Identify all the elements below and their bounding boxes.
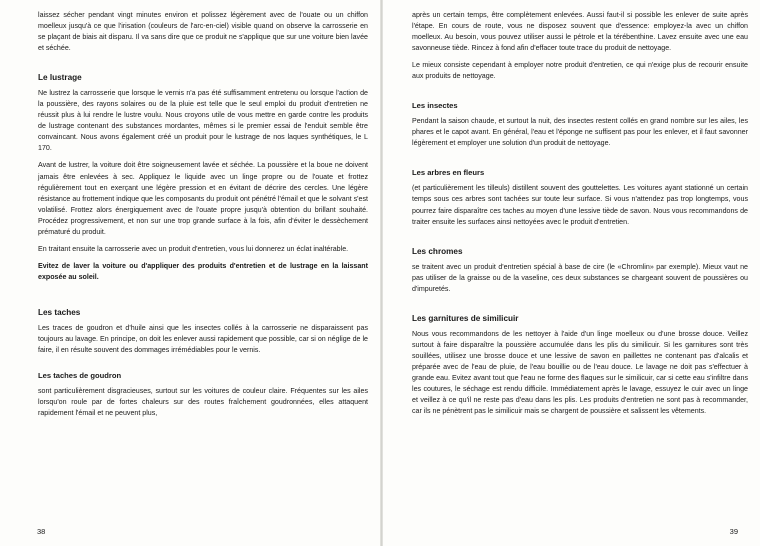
heading-similicuir: Les garnitures de similicuir [412,313,519,323]
heading-arbres: Les arbres en fleurs [412,168,485,178]
paragraph-lustrage-1: Ne lustrez la carrosserie que lorsque le vernis n'a pas été suffisamment entretenu ou lorsque l'action de la poussière, des rayons solaires ou de la pluie est telle que le seul emploi du produit d'entretien ne réussit plus à lui rendre le lustre voulu. Nous croyons utile de vous mettre en garde contre les produits de lustrage contenant des substances mordantes, mêmes si le premier essai de l'enduit semble être convaincant. Nous avons également créé un produit pour le lustrage de nos laques synthétiques, le L 170. [38,89,368,153]
warning-paragraph: Evitez de laver la voiture ou d'appliquer des produits d'entretien et de lustrage en la laissant exposée au soleil. [38,261,368,281]
page-right [382,0,760,546]
paragraph-lustrage-3: En traitant ensuite la carrosserie avec un produit d'entretien, vous lui donnerez un éclat inaltérable. [38,244,349,253]
paragraph-mieux: Le mieux consiste cependant à employer notre produit d'entretien, ce qui n'exige plus de recourir ensuite aux produits de nettoyage. [412,61,748,81]
paragraph-taches: Les traces de goudron et d'huile ainsi que les insectes collés à la carrosserie ne disparaissent pas toujours au lavage. En principe, on doit les enlever aussi rapidement que possible, car si on néglige de le faire, il en résulte souvent des dommages irrémédiables pour le vernis. [38,323,368,355]
heading-lustrage: Le lustrage [38,73,82,83]
paragraph-insectes: Pendant la saison chaude, et surtout la nuit, des insectes restent collés en grand nombre sur les ailes, les phares et le capot avant. En général, l'eau et l'éponge ne suffisent pas pour les enlever, et il faut savonner légèrement et employer une solution d'un produit de nettoyage. [412,117,748,148]
paragraph-similicuir: Nous vous recommandons de les nettoyer à l'aide d'un linge moelleux ou d'une brosse douce. Veillez surtout à faire disparaître la poussière accumulée dans les plis du similicuir. Si les garnitures sont très souillées, utilisez une brosse douce et une lessive de savon en paillettes ne contenant pas d'alcalis et préparée avec de l'eau de pluie, de l'eau bouillie ou de l'eau douce. Le lavage ne doit pas s'effectuer à grande eau. Evitez avant tout que l'eau ne forme des flaques sur le similicuir, car si cette eau s'infiltre dans les coutures, le séchage est rendu difficile. Immédiatement après le lavage, essuyez le cuir avec un linge et veillez à ce qu'il ne reste pas d'eau dans les plis. Les produits d'entretien ne sont pas à recommander, car ils ne pénètrent pas le similicuir mais se chargent de poussière et salissent les vêtements. [412,329,748,416]
heading-taches: Les taches [38,307,81,317]
paragraph-intro-right: après un certain temps, être complètement enlevées. Aussi faut-il si possible les enlever de suite après l'étape. En cours de route, vous ne disposez souvent que d'essence: employez-la avec un chiffon moelleux. Au besoin, vous pouvez utiliser aussi le pétrole et la térébenthine. Lavez ensuite avec une eau savonneuse tiède. Rincez à fond afin d'effacer toute trace du produit de nettoyage. [412,11,748,53]
heading-chromes: Les chromes [412,246,463,256]
heading-taches-goudron: Les taches de goudron [38,371,122,381]
page-left-content [38,10,368,425]
paragraph-lustrage-2: Avant de lustrer, la voiture doit être soigneusement lavée et séchée. La poussière et la boue ne doivent jamais être enlevées à sec. Appliquez le liquide avec un linge propre ou de l'ouate et frottez régulièrement tout en exerçant une légère pression et en évitant de décrire des cercles. Une légère résistance au frottement indique que les composants du produit ont pénétré l'émail et que le solvant s'est volatilisé. Frottez alors énergiquement avec de l'ouate propre jusqu'à obtention du brillant souhaité. Procédez progressivement, et non sur une trop grande surface à la fois, afin d'éviter le dessèchement prématuré du produit. [38,161,368,236]
heading-insectes: Les insectes [412,101,458,111]
paragraph-intro-left: laissez sécher pendant vingt minutes environ et polissez légèrement avec de l'ouate ou un chiffon moelleux jusqu'à ce que l'irisation (couleurs de l'arc-en-ciel) visible quand on observe la carrosserie en se plaçant de biais ait disparu. Il va sans dire que ce produit ne s'applique que sur une voiture bien lavée et séchée. [38,11,368,53]
page-number-left: 38 [37,527,46,536]
page-right-content [412,10,748,423]
paragraph-arbres: (et particulièrement les tilleuls) distillent souvent des gouttelettes. Les voitures ayant stationné un certain temps sous ces arbres sont tachées sur toute leur surface. Si vous n'attendez pas trop longtemps, vous pourrez faire disparaître ces taches au moyen d'une lessive tiède de savon. Nous vous recommandons de traiter ensuite les surfaces ainsi nettoyées avec le produit d'entretien. [412,184,748,226]
paragraph-goudron: sont particulièrement disgracieuses, surtout sur les voitures de couleur claire. Fréquentes sur les ailes lorsqu'on roule par de fortes chaleurs sur des routes fraîchement goudronnées, elles attaquent rapidement l'émail et ne peuvent plus, [38,387,368,418]
paragraph-chromes: se traitent avec un produit d'entretien spécial à base de cire (le «Chromlin» par exemple). Mieux vaut ne pas utiliser de la graisse ou de la vaseline, ces deux substances se chargeant souvent de poussières ou d'impuretés. [412,262,748,293]
page-number-right: 39 [729,527,738,536]
